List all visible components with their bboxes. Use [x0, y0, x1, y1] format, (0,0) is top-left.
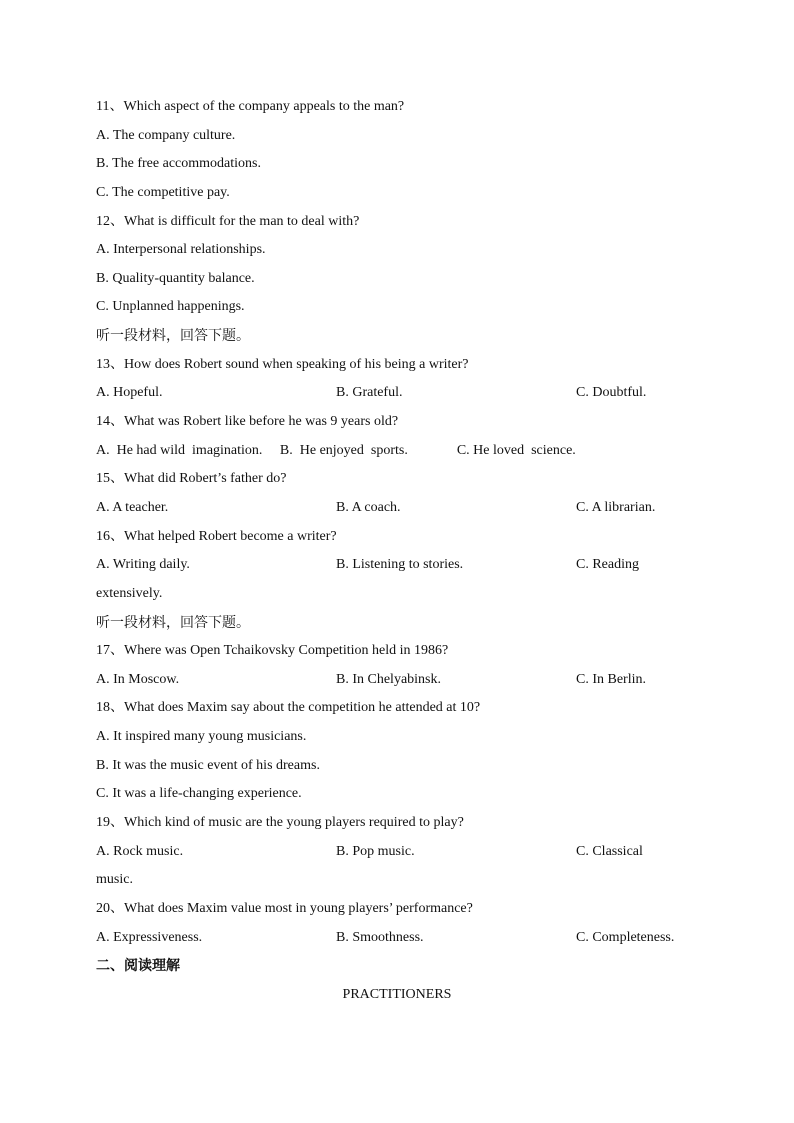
option-16-b: B. Listening to stories.	[336, 557, 464, 573]
option-11-b: B. The free accommodations.	[96, 156, 261, 172]
question-12: 12、What is difficult for the man to deal with?	[96, 213, 360, 229]
option-16-c: C. Reading	[576, 557, 639, 573]
option-15-b: B. A coach.	[336, 499, 401, 515]
question-15: 15、What did Robert’s father do?	[96, 471, 287, 487]
options-15	[96, 498, 714, 527]
question-19: 19、Which kind of music are the young players required to play?	[96, 815, 464, 831]
option-12-a: A. Interpersonal relationships.	[96, 242, 266, 258]
option-17-c: C. In Berlin.	[576, 671, 646, 687]
option-17-a: A. In Moscow.	[96, 671, 180, 687]
question-13: 13、How does Robert sound when speaking of his being a writer?	[96, 356, 469, 372]
passage-title: PRACTITIONERS	[342, 986, 452, 1002]
options-16	[96, 555, 714, 584]
option-11-a: A. The company culture.	[96, 127, 236, 143]
option-20-b: B. Smoothness.	[336, 929, 424, 945]
option-19-c: C. Classical	[576, 843, 643, 859]
option-15-a: A. A teacher.	[96, 499, 169, 515]
option-20-a: A. Expressiveness.	[96, 929, 203, 945]
option-18-b: B. It was the music event of his dreams.	[96, 757, 320, 773]
listening-instruction-2: 听一段材料，回答下题。	[96, 614, 250, 631]
question-16: 16、What helped Robert become a writer?	[96, 528, 337, 544]
option-17-b: B. In Chelyabinsk.	[336, 671, 441, 687]
question-17: 17、Where was Open Tchaikovsky Competition held in 1986?	[96, 643, 449, 659]
option-16-c-continued: extensively.	[96, 585, 163, 601]
option-19-b: B. Pop music.	[336, 843, 415, 859]
option-13-c: C. Doubtful.	[576, 385, 647, 401]
question-14: 14、What was Robert like before he was 9 years old?	[96, 414, 399, 430]
option-19-a: A. Rock music.	[96, 843, 184, 859]
options-17	[96, 670, 714, 699]
section-heading-reading: 二、阅读理解	[96, 958, 180, 975]
options-19	[96, 842, 714, 871]
question-20: 20、What does Maxim value most in young players’ performance?	[96, 900, 473, 916]
question-18: 18、What does Maxim say about the competition he attended at 10?	[96, 700, 481, 716]
option-12-c: C. Unplanned happenings.	[96, 299, 245, 315]
option-13-b: B. Grateful.	[336, 385, 403, 401]
listening-instruction: 听一段材料，回答下题。	[96, 328, 250, 345]
options-20	[96, 928, 714, 957]
options-14: A. He had wild imagination. B. He enjoyed sports. C. He loved science.	[96, 442, 576, 458]
option-18-c: C. It was a life-changing experience.	[96, 786, 302, 802]
option-13-a: A. Hopeful.	[96, 385, 163, 401]
question-11: 11、Which aspect of the company appeals to the man?	[96, 99, 405, 114]
option-15-c: C. A librarian.	[576, 499, 656, 515]
option-18-a: A. It inspired many young musicians.	[96, 729, 307, 745]
option-16-a: A. Writing daily.	[96, 557, 190, 573]
option-12-b: B. Quality-quantity balance.	[96, 270, 255, 286]
option-19-c-continued: music.	[96, 872, 133, 888]
options-13	[96, 383, 714, 412]
option-20-c: C. Completeness.	[576, 929, 675, 945]
option-11-c: C. The competitive pay.	[96, 184, 230, 200]
